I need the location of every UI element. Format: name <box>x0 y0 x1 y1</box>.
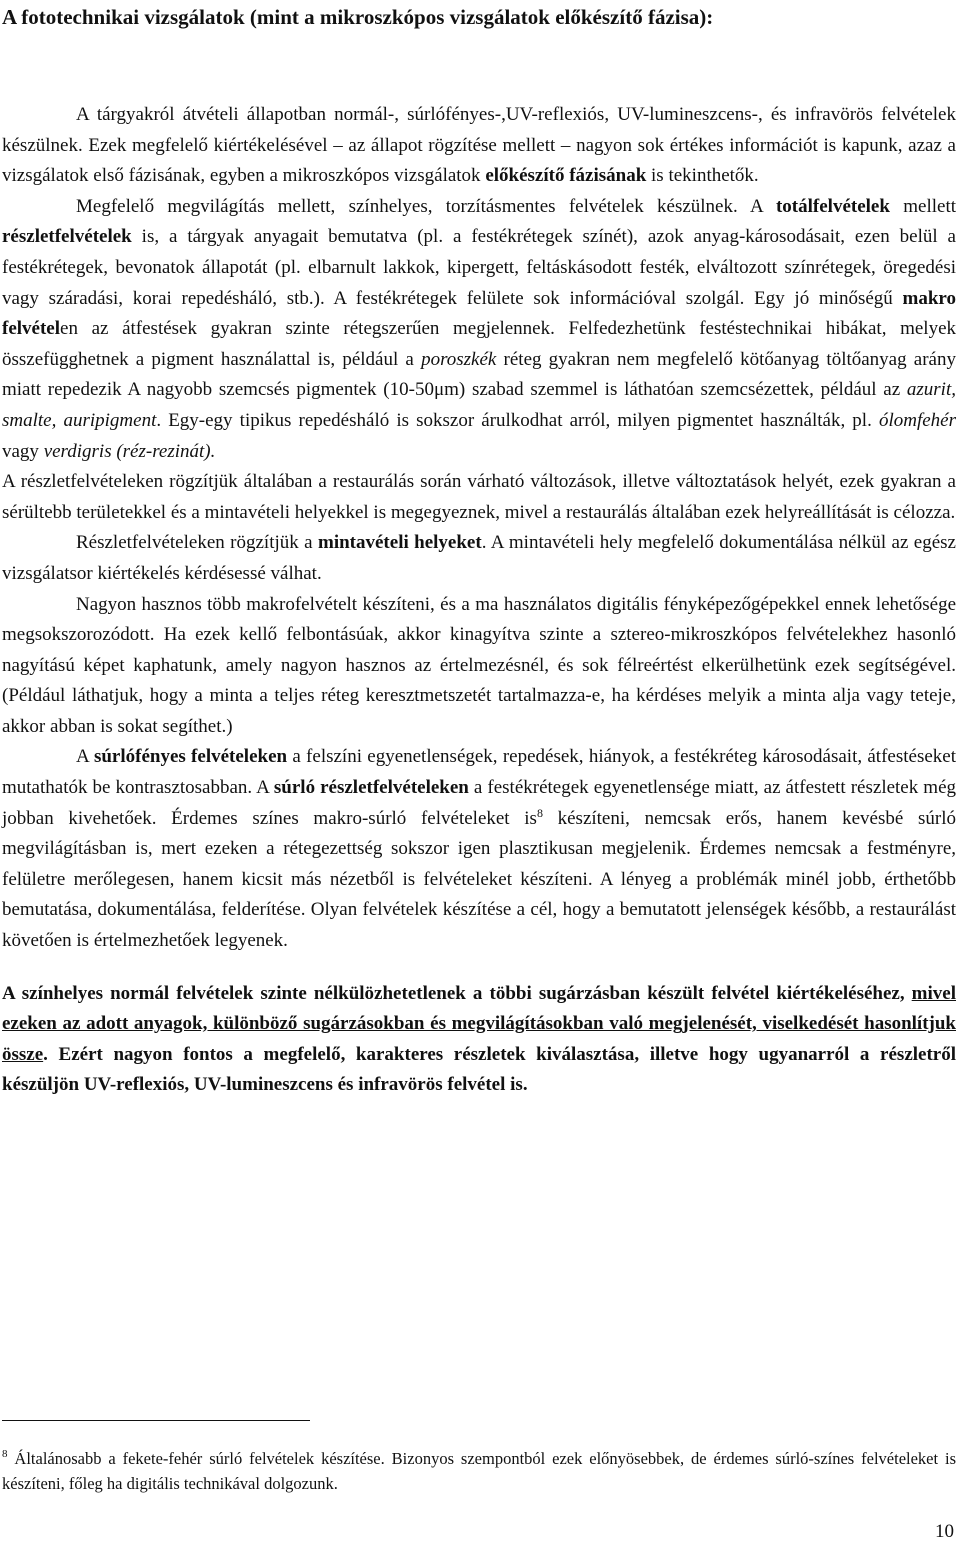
footnote-separator <box>2 1420 310 1421</box>
italic-term: verdigris (réz-rezinát). <box>43 440 216 462</box>
text-run: a felszíni egyenetlenségek, repedések, hiányok, a festékréteg károsodásait, átfestéseket mutathatók be kontrasztosabban. A <box>2 746 956 799</box>
text-run: . Egy-egy tipikus repedésháló is sokszor árulkodhat arról, milyen pigmentet használták, pl. <box>156 409 879 431</box>
text-run: mellett <box>889 195 956 217</box>
text-run: a festékrétegek egyenetlensége miatt, az átfestett részletek még jobban kivehetőek. Érdemes színes makro-súrló felvételeket is <box>2 777 957 829</box>
section-heading: A fototechnikai vizsgálatok (mint a mikroszkópos vizsgálatok előkészítő fázisa): <box>2 5 714 29</box>
text-run: A tárgyakról átvételi állapotban normál-, súrlófényes-,UV-reflexiós, UV-lumineszcens-, és infravörös felvételek készülnek. Ezek megfelelő kiértékelésével – az állapot rögzítése mellett – nagyon sok értékes információt is kapunk, azaz a vizsgálatok első fázisának, egyben a mikroszkópos vizsgálatok <box>2 104 956 187</box>
body-text <box>2 100 956 1101</box>
text-run: réteg gyakran nem megfelelő kötőanyag töltőanyag arány miatt repedezik A nagyobb szemcsés pigmentek (10-50μm) szabad szemmel is láthatóan szemcsézettek, például az <box>2 348 956 401</box>
paragraph-conclusion <box>2 979 956 1101</box>
text-run: készíteni, nemcsak erős, hanem kevésbé súrló megvilágításban is, mert ezeken a rétegezettség sokszor igen plasztikusan megjelenik. Érdemes nemcsak a festményre, felületre merőlegesen, hanem kicsit más nézetből is felvételeket készíteni. A lényeg a problémák minél jobb, érthetőbb bemutatása, dokumentálása, felderítése. Olyan felvételek készítése a cél, hogy a bemutatott jelenségek később, a restaurálást követően is értelmezhetőek legyenek. <box>2 807 956 952</box>
footnote <box>2 1446 956 1496</box>
text-run: en az átfestések gyakran szinte rétegszerűen megjelennek. Felfedezhetünk festéstechnikai hibákat, melyek összefügghetnek a pigment használattal is, például a <box>2 318 956 370</box>
page-number: 10 <box>935 1521 954 1542</box>
bold-term: részletfelvételek <box>2 226 132 248</box>
italic-term: azurit, smalte, auripigment <box>2 379 956 431</box>
footnote-number: 8 <box>2 1448 8 1460</box>
footnote-text: Általánosabb a fekete-fehér súrló felvételek készítése. Bizonyos szempontból ezek előnyösebbek, de érdemes súrló-színes felvételeket is készíteni, főleg ha digitális technikával dolgozunk. <box>2 1449 956 1493</box>
paragraph-sampling <box>2 528 956 589</box>
text-run: Részletfelvételeken rögzítjük a <box>76 532 318 554</box>
bold-term: előkészítő fázisának <box>485 165 647 187</box>
text-run: is, a tárgyak anyagait bemutatva (pl. a festékrétegek színét), azok anyag-károsodásait, ezen belül a festékrétegek, bevonatok állapotát (pl. elbarnult lakkok, kipergett, feltáskásodott festék, elváltozott színrétegek, öregedési vagy száradási, korai repedésháló, stb.). A festékrétegek felülete sok információval szolgál. Egy jó minőségű <box>2 226 956 309</box>
text-run: A színhelyes normál felvételek szinte nélkülözhetetlenek a többi sugárzásban készült felvétel kiértékeléséhez, <box>2 982 912 1004</box>
paragraph-lighting <box>2 192 956 467</box>
bold-term: totálfelvételek <box>775 195 890 217</box>
paragraph-detail-shots: A részletfelvételeken rögzítjük általában a restaurálás során várható változások, illetve változtatások helyét, ezek gyakran a sérültebb területekkel és a mintavételi helyekkel is megegyeznek, mivel a restaurálás általában ezek helyreállítását is célozza. <box>2 471 956 523</box>
italic-term: ólomfehér <box>878 409 956 431</box>
paragraph-intro <box>2 100 956 192</box>
underlined-text: mivel ezeken az adott anyagok, különböző sugárzásokban és megvilágításokban való megjelenését, viselkedését hasonlítjuk össze <box>2 982 956 1065</box>
bold-term: súrlófényes felvételeken <box>93 746 288 768</box>
italic-term: poroszkék <box>421 348 497 370</box>
text-run: . Ezért nagyon fontos a megfelelő, karakteres részletek kiválasztása, illetve hogy ugyanarról a részletről készüljön UV-reflexiós, UV-lumineszcens és infravörös felvétel is. <box>2 1043 956 1096</box>
text-run: Megfelelő megvilágítás mellett, színhelyes, torzításmentes felvételek készülnek. A <box>76 195 776 217</box>
footnote-reference[interactable]: 8 <box>536 805 543 820</box>
text-run: A <box>76 746 94 768</box>
text-run: is tekinthetők. <box>646 165 759 187</box>
bold-term: mintavételi helyeket <box>318 532 482 554</box>
text-run: vagy <box>2 440 44 462</box>
text-run: . A mintavételi hely megfelelő dokumentálása nélkül az egész vizsgálatsor kiértékelés kérdésessé válhat. <box>2 532 956 584</box>
paragraph-raking-light <box>2 742 956 956</box>
bold-term: súrló részletfelvételeken <box>273 777 469 799</box>
bold-term: makro felvétel <box>2 287 956 340</box>
paragraph-macro: Nagyon hasznos több makrofelvételt készíteni, és a ma használatos digitális fényképezőgépekkel ennek lehetősége megsokszorozódott. Ha ezek kellő felbontásúak, akkor kinagyítva szinte a sztereo-mikroszkópos felvételekhez hasonló nagyítású képet kaphatunk, amely nagyon hasznos az értelmezésnél, és sok félreértést elkerülhetünk ezek segítségével. (Például láthatjuk, hogy a minta a teljes réteg keresztmetszetét tartalmazza-e, ha kérdéses melyik a minta alja vagy teteje, akkor abban is sokat segíthet.) <box>2 593 956 737</box>
